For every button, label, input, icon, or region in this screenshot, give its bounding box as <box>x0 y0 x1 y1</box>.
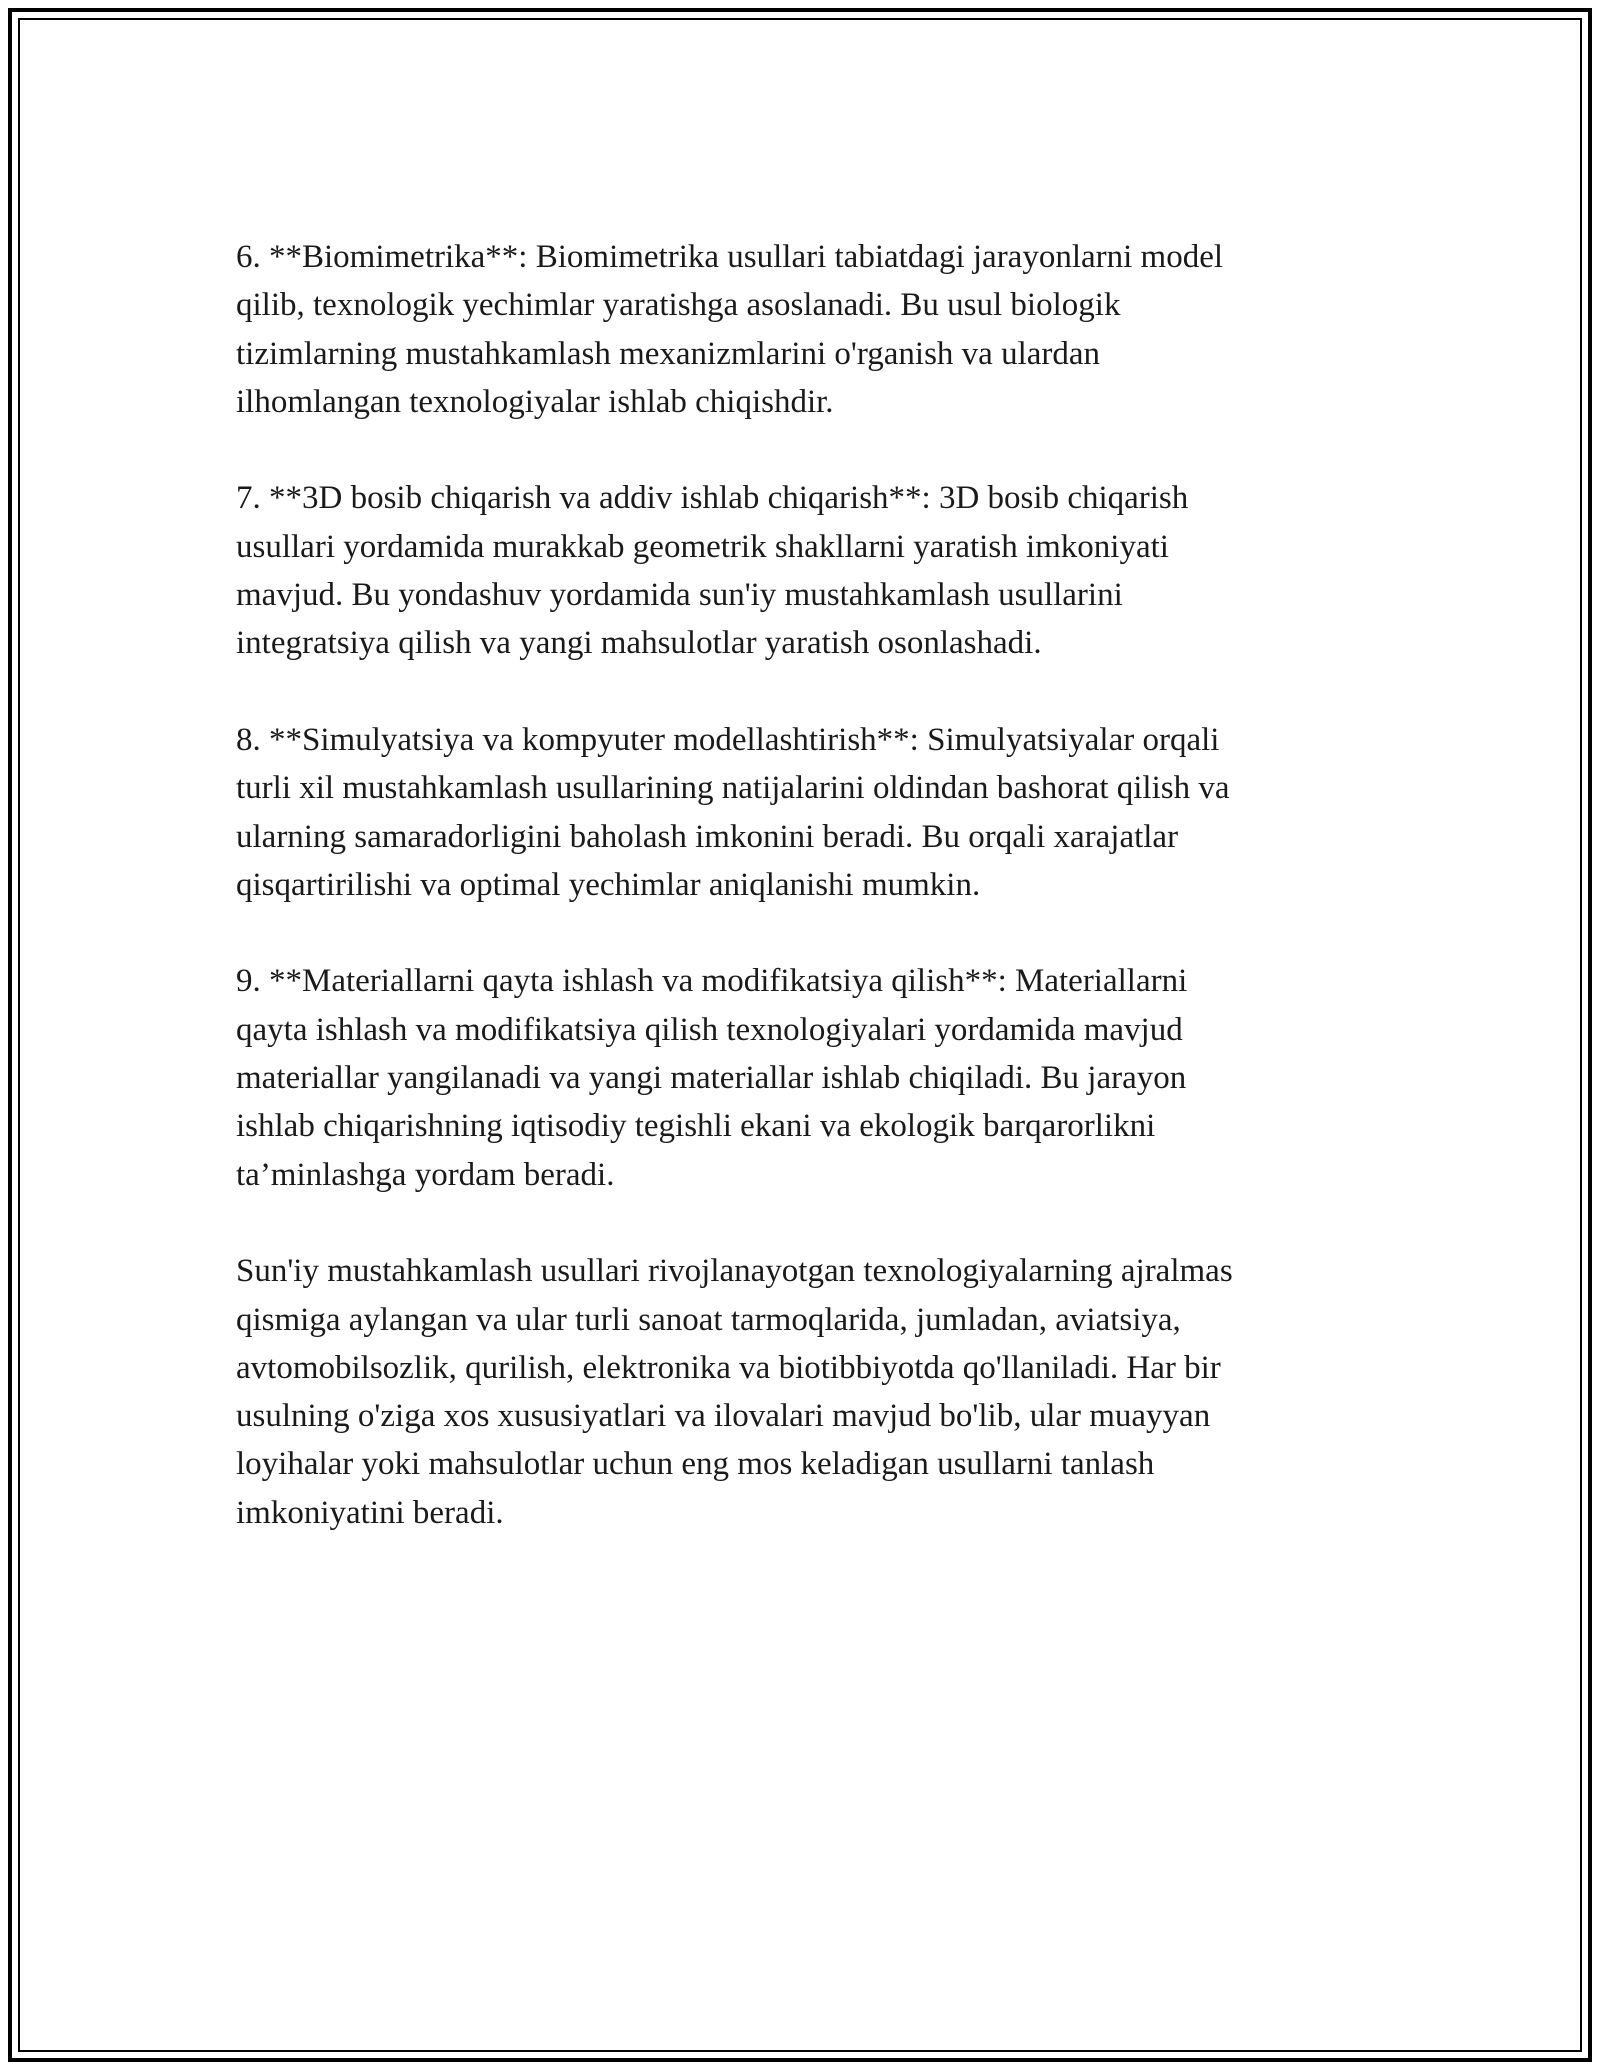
text-line: usulning o'ziga xos xususiyatlari va ilovalari mavjud bo'lib, ular muayyan <box>236 1398 1211 1435</box>
text-line: usullari yordamida murakkab geometrik shakllarni yaratish imkoniyati <box>236 528 1169 565</box>
text-line: qismiga aylangan va ular turli sanoat tarmoqlarida, jumladan, aviatsiya, <box>236 1301 1181 1338</box>
text-line: integratsiya qilish va yangi mahsulotlar yaratish osonlashadi. <box>236 625 1042 662</box>
paragraph-biomimetrika <box>236 233 1366 426</box>
text-line: qisqartirilishi va optimal yechimlar aniqlanishi mumkin. <box>236 866 981 903</box>
text-line: mavjud. Bu yondashuv yordamida sun'iy mustahkamlash usullarini <box>236 577 1123 614</box>
paragraph-materials-processing <box>236 957 1366 1198</box>
text-line: turli xil mustahkamlash usullarining natijalarini oldindan bashorat qilish va <box>236 770 1230 807</box>
text-line: 9. **Materiallarni qayta ishlash va modifikatsiya qilish**: Materiallarni <box>236 963 1188 1000</box>
text-line: 7. **3D bosib chiqarish va addiv ishlab chiqarish**: 3D bosib chiqarish <box>236 480 1189 517</box>
text-line: 8. **Simulyatsiya va kompyuter modellashtirish**: Simulyatsiyalar orqali <box>236 721 1220 758</box>
text-line: avtomobilsozlik, qurilish, elektronika va biotibbiyotda qo'llaniladi. Har bir <box>236 1349 1221 1386</box>
text-line: ilhomlangan texnologiyalar ishlab chiqishdir. <box>236 383 834 420</box>
text-line: imkoniyatini beradi. <box>236 1494 504 1531</box>
text-line: qayta ishlash va modifikatsiya qilish texnologiyalari yordamida mavjud <box>236 1011 1183 1048</box>
text-line: loyihalar yoki mahsulotlar uchun eng mos keladigan usullarni tanlash <box>236 1446 1155 1483</box>
text-line: ta’minlashga yordam beradi. <box>236 1156 615 1193</box>
text-line: materiallar yangilanadi va yangi materiallar ishlab chiqiladi. Bu jarayon <box>236 1060 1187 1097</box>
text-line: tizimlarning mustahkamlash mexanizmlarini o'rganish va ulardan <box>236 335 1101 372</box>
document-body <box>236 233 1366 1585</box>
text-line: ishlab chiqarishning iqtisodiy tegishli ekani va ekologik barqarorlikni <box>236 1108 1156 1145</box>
text-line: Sun'iy mustahkamlash usullari rivojlanayotgan texnologiyalarning ajralmas <box>236 1253 1233 1290</box>
text-line: ularning samaradorligini baholash imkonini beradi. Bu orqali xarajatlar <box>236 818 1179 855</box>
paragraph-conclusion <box>236 1247 1366 1537</box>
text-line: qilib, texnologik yechimlar yaratishga asoslanadi. Bu usul biologik <box>236 287 1121 324</box>
paragraph-3d-printing <box>236 474 1366 667</box>
text-line: 6. **Biomimetrika**: Biomimetrika usullari tabiatdagi jarayonlarni model <box>236 239 1224 275</box>
paragraph-simulation <box>236 716 1366 909</box>
